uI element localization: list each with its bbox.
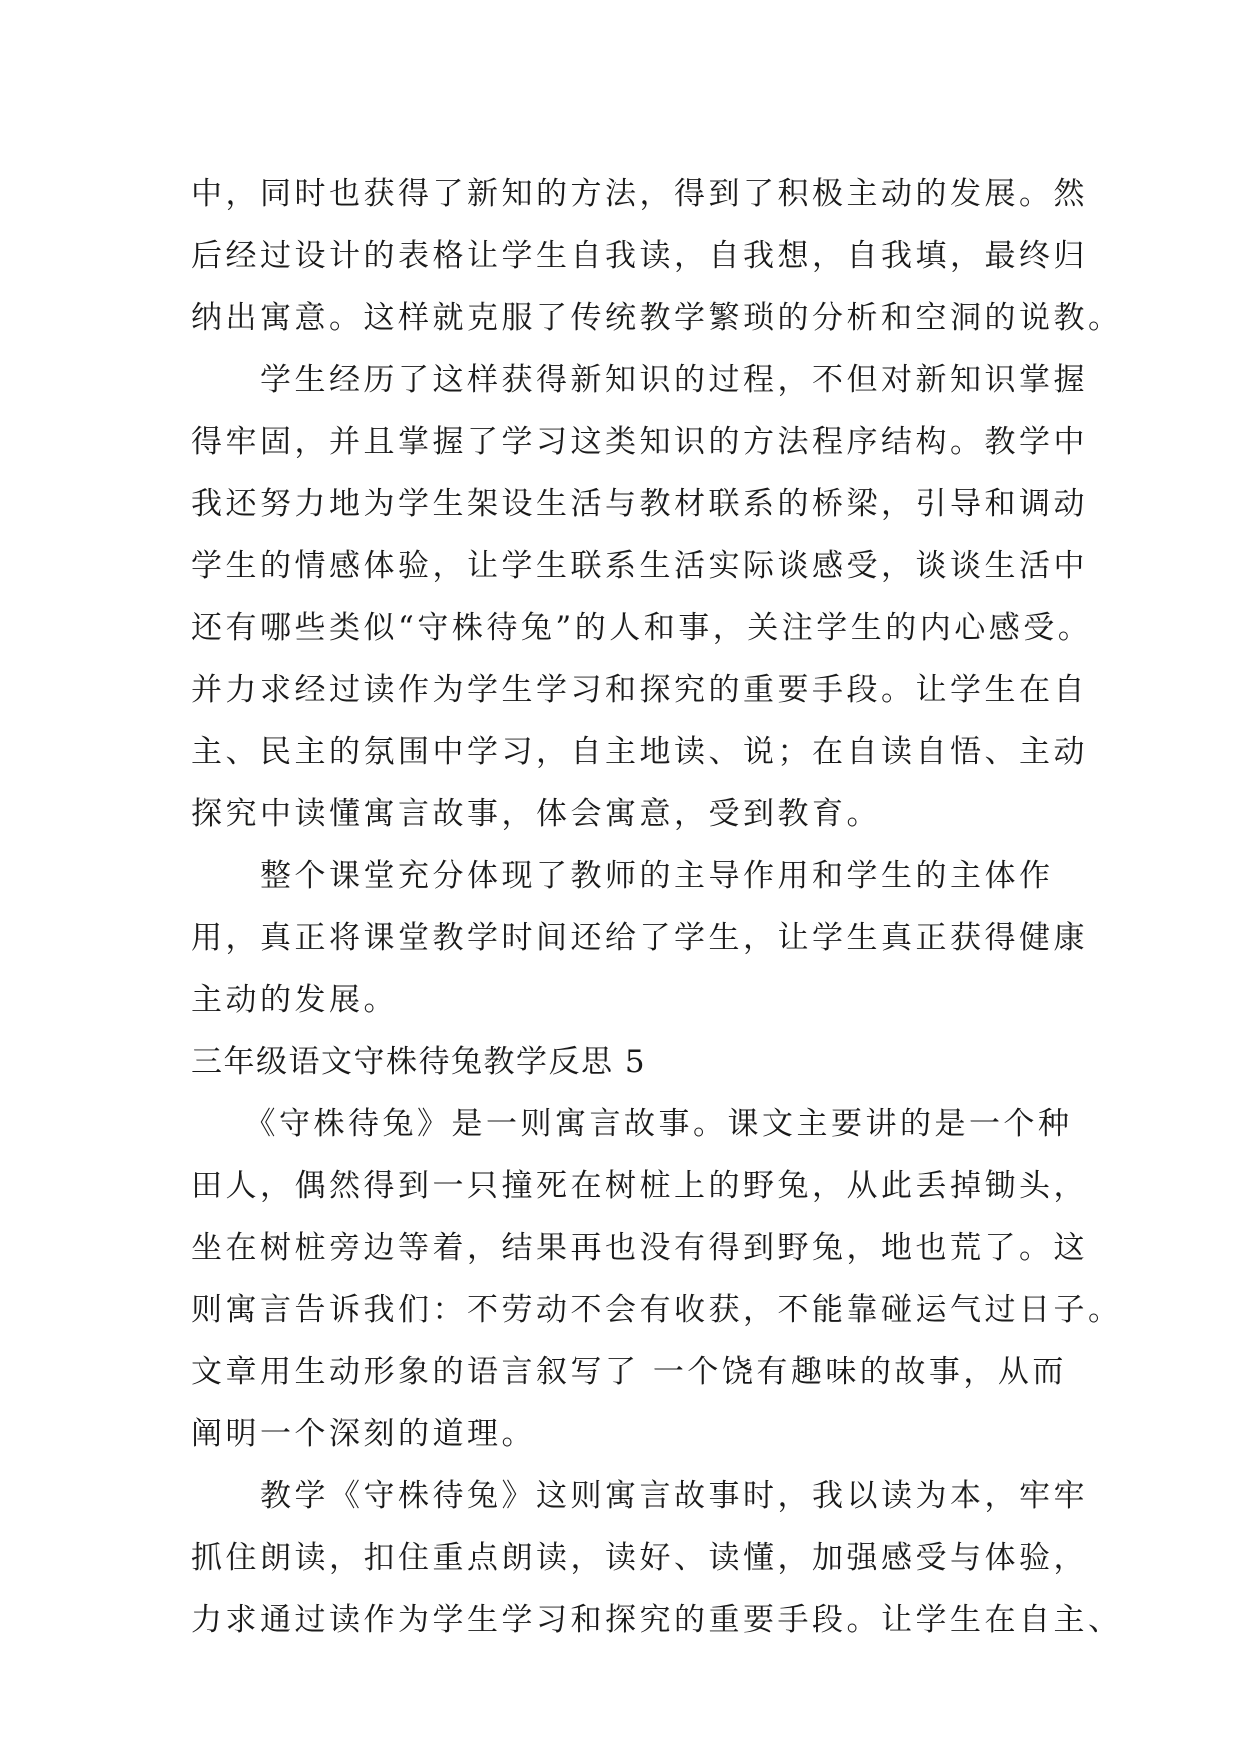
text-line: 探究中读懂寓言故事，体会寓意，受到教育。 [191,796,881,832]
text-line: 学生经历了这样获得新知识的过程，不但对新知识掌握 [191,362,1088,398]
text-line: 用，真正将课堂教学时间还给了学生，让学生真正获得健康 [191,920,1088,956]
text-line: 主动的发展。 [191,982,398,1018]
text-line: 则寓言告诉我们：不劳动不会有收获，不能靠碰运气过日子。 [191,1292,1123,1328]
text-line: 田人，偶然得到一只撞死在树桩上的野兔，从此丢掉锄头， [191,1168,1088,1204]
text-line: 主、民主的氛围中学习，自主地读、说；在自读自悟、主动 [191,734,1088,770]
text-line: 整个课堂充分体现了教师的主导作用和学生的主体作 [191,858,1054,894]
text-line: 纳出寓意。这样就克服了传统教学繁琐的分析和空洞的说教。 [191,300,1123,336]
text-line: 后经过设计的表格让学生自我读，自我想，自我填，最终归 [191,238,1088,274]
text-line: 坐在树桩旁边等着，结果再也没有得到野兔，地也荒了。这 [191,1230,1088,1266]
text-line: 学生的情感体验，让学生联系生活实际谈感受，谈谈生活中 [191,548,1088,584]
text-line: 并力求经过读作为学生学习和探究的重要手段。让学生在自 [191,672,1088,708]
text-line: 还有哪些类似“守株待兔”的人和事，关注学生的内心感受。 [191,610,1093,646]
document-body [191,163,1123,1651]
text-line: 我还努力地为学生架设生活与教材联系的桥梁，引导和调动 [191,486,1088,522]
text-line: 教学《守株待兔》这则寓言故事时，我以读为本，牢牢 [191,1478,1088,1514]
text-line: 中，同时也获得了新知的方法，得到了积极主动的发展。然 [191,176,1088,212]
text-line: 阐明一个深刻的道理。 [191,1416,536,1452]
text-line: 力求通过读作为学生学习和探究的重要手段。让学生在自主、 [191,1602,1123,1638]
text-line: 文章用生动形象的语言叙写了 一个饶有趣味的故事，从而 [191,1354,1067,1390]
text-line: 抓住朗读，扣住重点朗读，读好、读懂，加强感受与体验， [191,1540,1088,1576]
text-line: 《守株待兔》是一则寓言故事。课文主要讲的是一个种 [191,1106,1073,1142]
section-heading: 三年级语文守株待兔教学反思 5 [191,1044,647,1080]
text-line: 得牢固，并且掌握了学习这类知识的方法程序结构。教学中 [191,424,1088,460]
